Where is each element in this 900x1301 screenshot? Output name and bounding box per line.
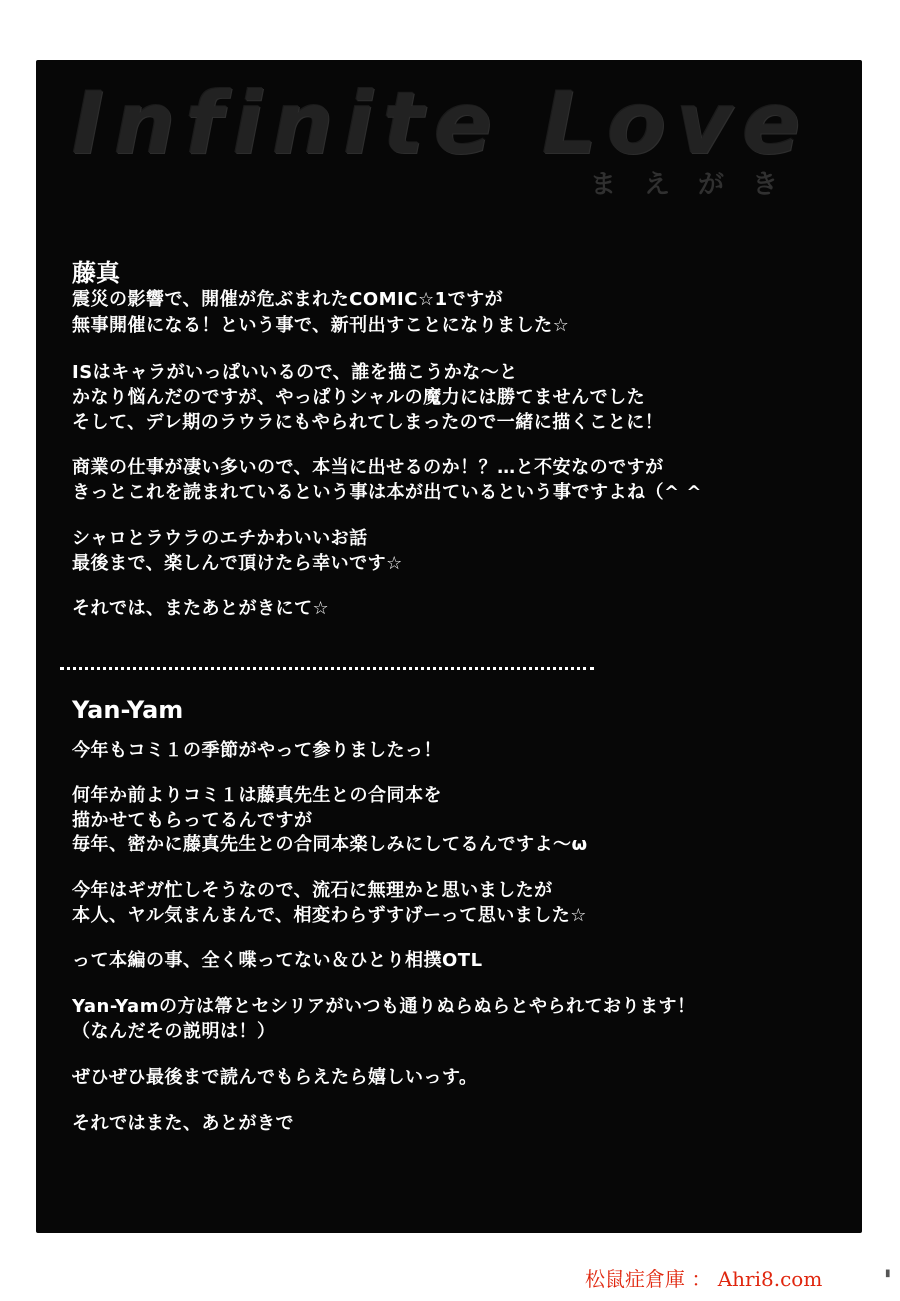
section-author-heading: Yan-Yam	[72, 696, 184, 724]
text-line: 何年か前よりコミ１は藤真先生との合同本を	[72, 785, 442, 806]
text-line: ISはキャラがいっぱいいるので、誰を描こうかな〜と	[72, 362, 518, 383]
text-line: きっとこれを読まれているという事は本が出ているという事ですよね（^ ^	[72, 482, 702, 503]
text-line: 描かせてもらってるんですが	[72, 810, 313, 831]
corner-mark: ▮	[885, 1268, 891, 1279]
page-panel	[36, 60, 862, 1233]
text-line: 震災の影響で、開催が危ぶまれたCOMIC☆1ですが	[72, 289, 504, 310]
text-line: 今年もコミ１の季節がやって参りましたっ！	[72, 740, 442, 761]
text-line: （なんだその説明は！）	[72, 1021, 276, 1042]
text-line: かなり悩んだのですが、やっぱりシャルの魔力には勝てませんでした	[72, 387, 646, 408]
text-line: 毎年、密かに藤真先生との合同本楽しみにしてるんですよ〜ω	[72, 834, 588, 855]
text-line: 無事開催になる！という事で、新刊出すことになりました☆	[72, 315, 570, 336]
text-line: シャロとラウラのエチかわいいお話	[72, 528, 368, 549]
text-line: 本人、ヤル気まんまんで、相変わらずすげーって思いました☆	[72, 905, 587, 926]
page-subtitle: まえがき	[590, 170, 807, 200]
text-line: ぜひぜひ最後まで読んでもらえたら嬉しいっす。	[72, 1067, 478, 1088]
text-line: 最後まで、楽しんで頂けたら幸いです☆	[72, 553, 403, 574]
text-line: そして、デレ期のラウラにもやられてしまったので一緒に描くことに！	[72, 412, 664, 433]
text-line: って本編の事、全く喋ってない＆ひとり相撲OTL	[72, 950, 483, 971]
text-line: それでは、またあとがきにて☆	[72, 598, 330, 619]
watermark-footer: 松鼠症倉庫 ： Ahri8.com	[585, 1267, 823, 1291]
text-line: 商業の仕事が凄い多いので、本当に出せるのか！？…と不安なのですが	[72, 457, 664, 478]
section-divider	[60, 667, 594, 670]
page-title: Infinite Love	[72, 74, 811, 174]
section-author-heading: 藤真	[72, 259, 120, 287]
text-line: Yan-Yamの方は箒とセシリアがいつも通りぬらぬらとやられております！	[72, 996, 696, 1017]
text-line: 今年はギガ忙しそうなので、流石に無理かと思いましたが	[72, 880, 553, 901]
text-line: それではまた、あとがきで	[72, 1113, 294, 1134]
